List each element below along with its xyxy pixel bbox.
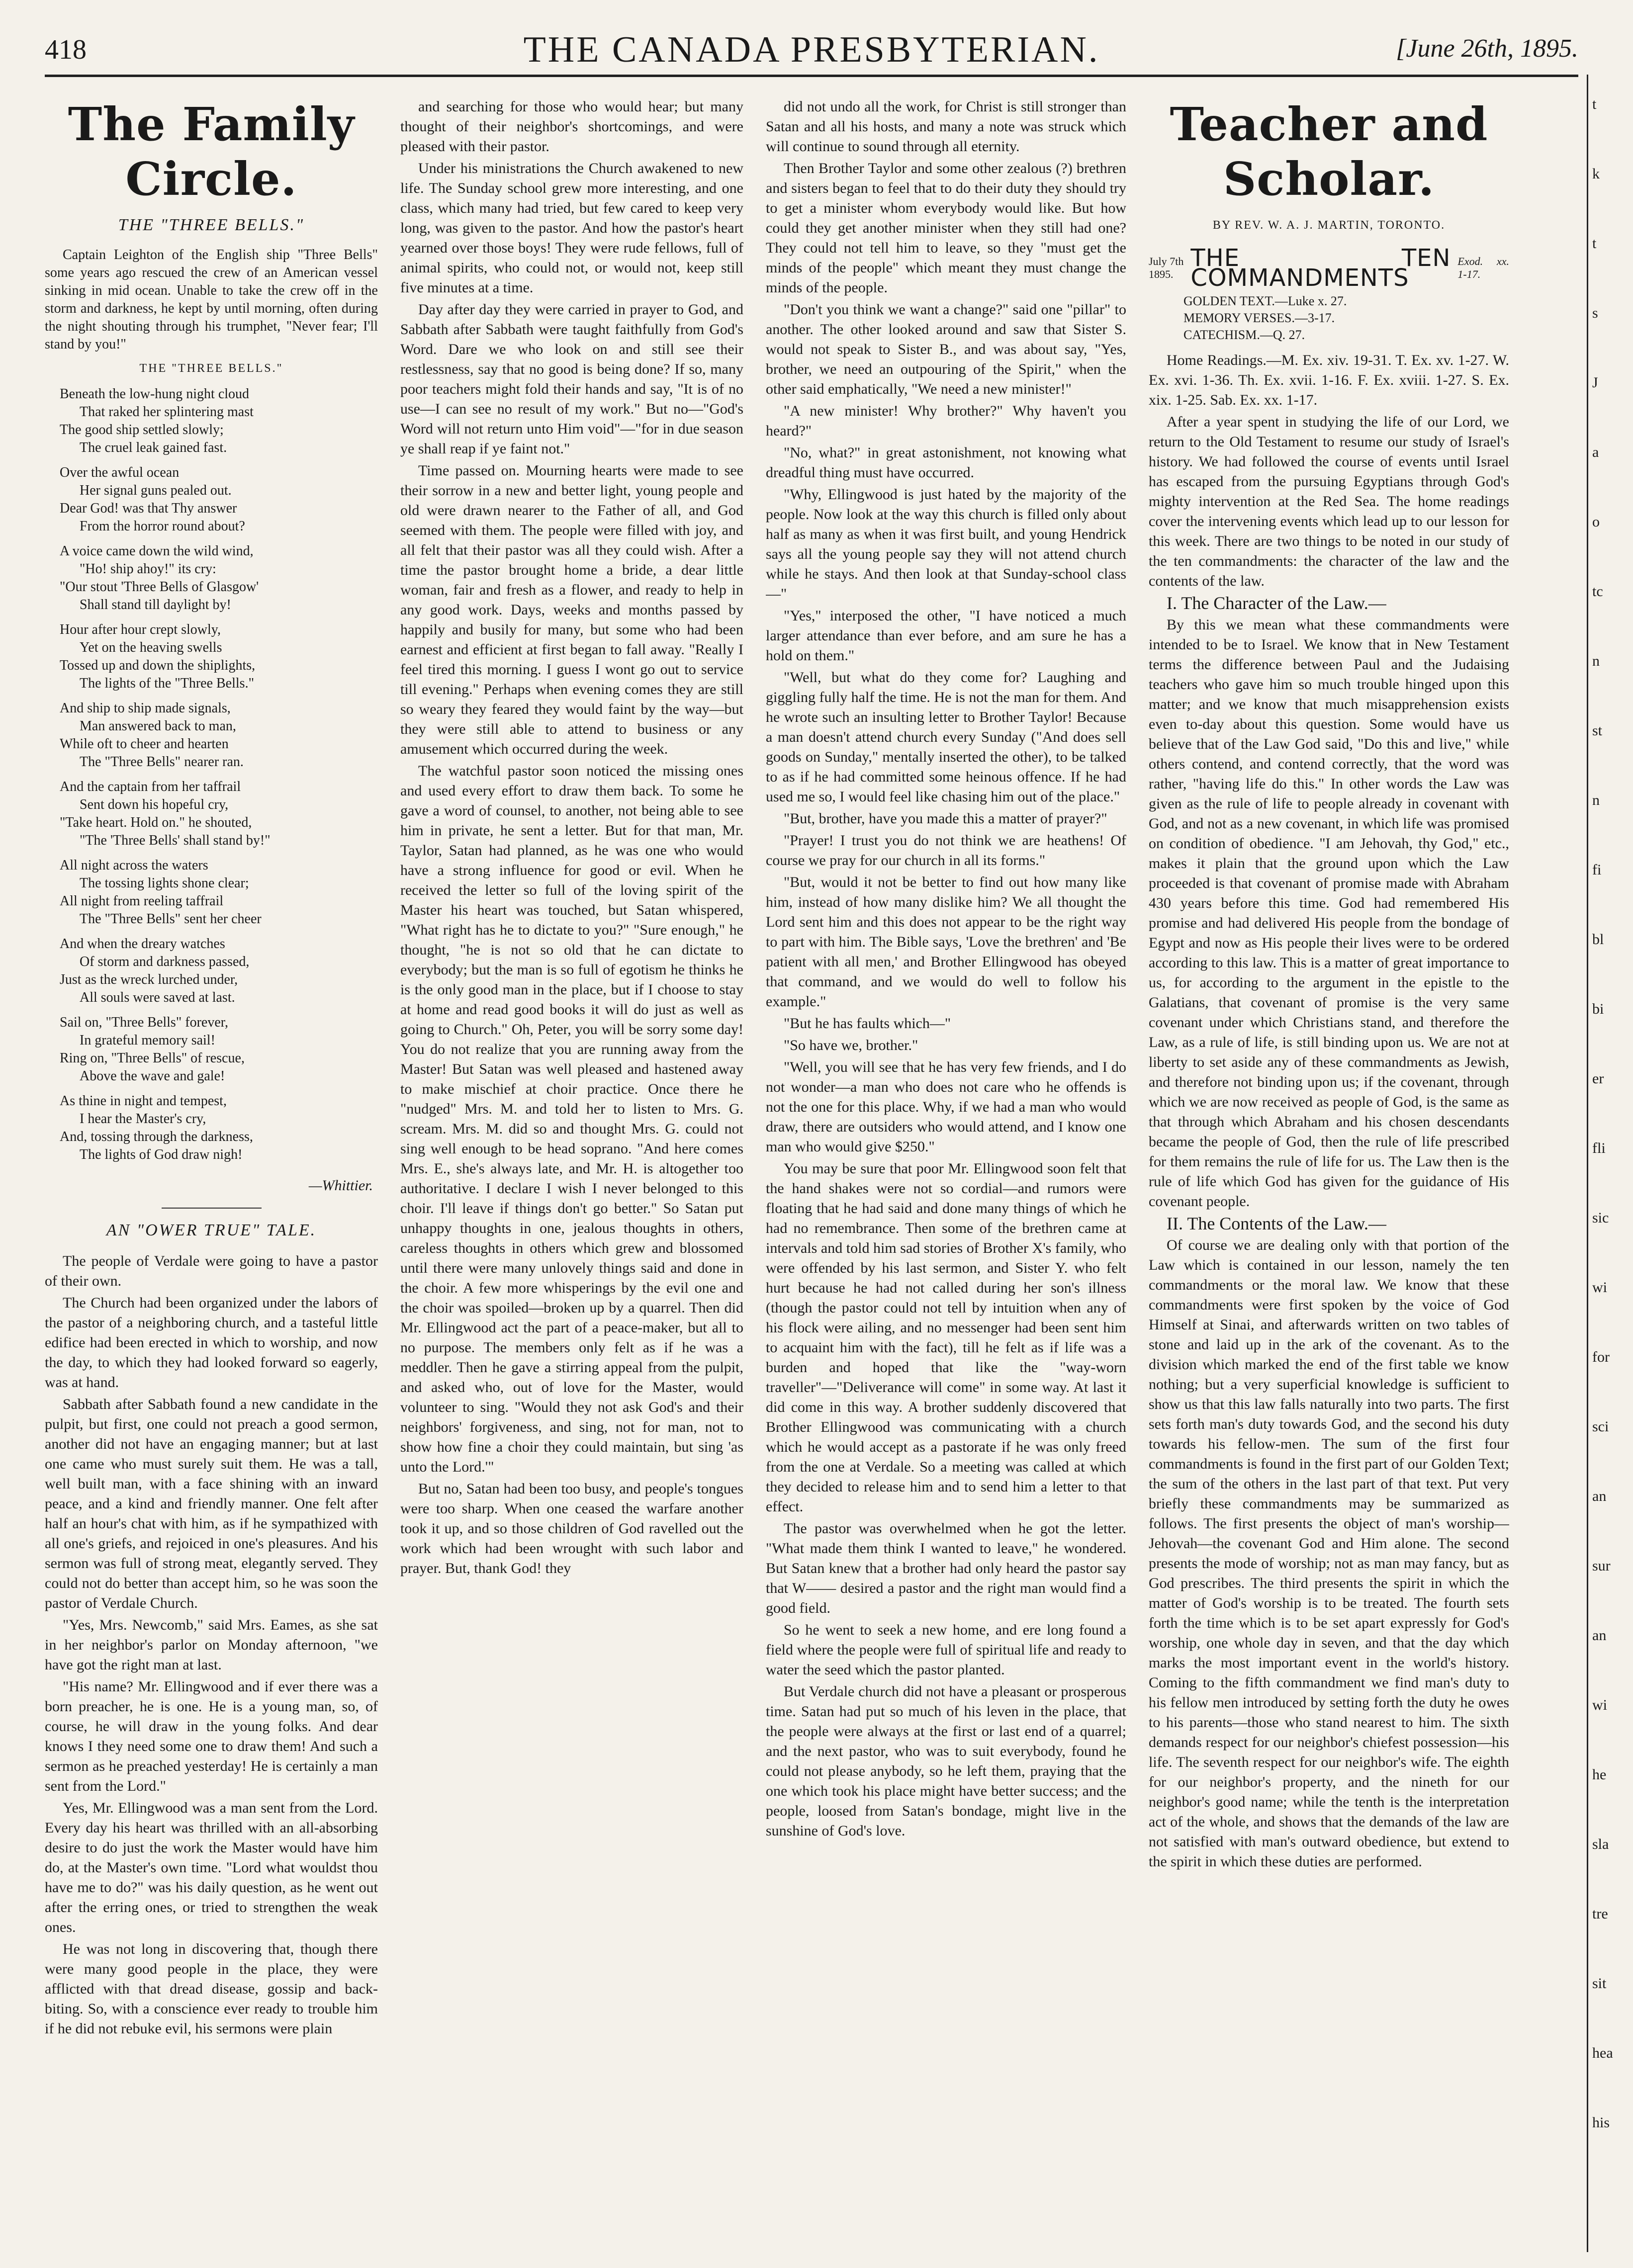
margin-fragment: o: [1592, 514, 1600, 530]
margin-fragment: fi: [1592, 862, 1602, 878]
poem-line: From the horror round about?: [80, 519, 245, 534]
story-paragraph: Sabbath after Sabbath found a new candidate in the pulpit, but first, one could not preach a good sermon, another did not have an engaging manner; but at last one came who must surely suit them. He was a tall, well built man, with a face shining with an inward peace, and a kind and friendly manner. One felt after half an hour's chat with him, as if he sympathized with all one's griefs, and rejoiced in one's pleasures. And his sermon was full of strong meat, elegantly served. They could not do better than accept him, so he was soon the pastor of Verdale Church.: [45, 1396, 378, 1611]
lesson-header: [1149, 244, 1509, 292]
story-paragraph: But no, Satan had been too busy, and people's tongues were too sharp. When one ceased the warfare another took it up, and so those children of God ravelled out the work which had been wrought with such labor and prayer. But, thank God! they: [400, 1481, 743, 1576]
section-2-body: Of course we are dealing only with that portion of the Law which is contained in our lesson, namely the ten commandments or the moral law. We know that these commandments were first spoken by the voice of God Himself at Sinai, and afterwards written on two tables of stone and laid up in the ark of the covenant. As to the division which marked the end of the first table we know nothing; but a very superficial knowledge is sufficient to show us that this law falls naturally into two parts. The first sets forth man's duty towards God, and the second his duty towards his fellow-men. The sum of the first four commandments is found in the first part of our Golden Text; the sum of the others in the last part of that text. Put very briefly these commandments may be summarized as follows. The first presents the object of man's worship—Jehovah—the covenant God and Him alone. The second presents the mode of worship; not as man may fancy, but as God prescribes. The third presents the spirit in which the matter of God's worship is to be treated. The fourth sets forth the time which is to be set apart expressly for God's worship, one whole day in seven, and that the day which marks the most important event in the world's history. Coming to the fifth commandment we find man's duty to his fellow men introduced by setting forth the duty he owes to his parents—those who stand nearest to him. The sixth demands respect for our neighbor's chiefest possession—his life. The seventh respect for our neighbor's wife. The eighth for our neighbor's property, and the nineth for our neighbor's good name; while the tenth is the interpretation act of the whole, and shows that the demands of the law are not satisfied with man's outward obedience, but extend to the spirit in which these duties are performed.: [1149, 1237, 1509, 1870]
poem: [60, 385, 378, 1164]
poem-line: The good ship settled slowly;: [60, 422, 224, 437]
story-paragraph: The watchful pastor soon noticed the missing ones and used every effort to draw them back. To some he gave a word of counsel, to another, not being able to see him in private, he sent a letter. But for that man, Mr. Taylor, Satan had planned, as he was one who would have a strong influence for good or evil. When he received the letter so full of the loving spirit of the Master his heart was touched, but Satan whispered, "What right has he to dictate to you?" "Sure enough," he thought, "he is not so old that he can dictate to everybody; but the man is so full of egotism he thinks he is the only good man in the place, but if I choose to stay at home and read good books it will do just as well as going to Church." Oh, Peter, you will be sorry some day! You do not realize that you are running away from the Master! But Satan was well pleased and hastened away to make mischief at choir practice. Once there he "nudged" Mrs. M. and told her to listen to Mrs. G. scream. Mrs. M. did so and thought Mrs. G. could not sing well enough to be head soprano. "And here comes Mrs. E., she's always late, and Mr. H. is altogether too authoritative. I declare I wish I never belonged to this choir. I'll leave if things don't go better." So Satan put unhappy thoughts in one, jealous thoughts in others, careless thoughts in others which grew and blossomed until there were many unlovely things said and done in the choir. A few more whisperings by the evil one and the choir was spoiled—broken up by a quarrel. Then did Mr. Ellingwood act the part of a peace-maker, but all to no purpose. The members only felt as if he was a meddler. Then he gave a stirring appeal from the pulpit, and asked who, out of love for the Master, would volunteer to sing. "Would they not ask God's and their neighbors' forgiveness, and sing, not for man, not to show how fine a choir they could maintain, but sing 'as unto the Lord.'": [400, 763, 743, 1475]
margin-fragment: tc: [1592, 583, 1603, 600]
margin-fragment: tre: [1592, 1906, 1608, 1922]
margin-fragment: t: [1592, 235, 1597, 252]
margin-fragment: an: [1592, 1488, 1607, 1504]
poem-stanza: [60, 464, 378, 535]
story-paragraph: He was not long in discovering that, though there were many good people in the place, they were afflicted with that dread disease, gossip and back-biting. So, with a conscience ever ready to trouble him if he did not rebuke evil, his sermons were plain: [45, 1941, 378, 2037]
poem-line: All souls were saved at last.: [80, 990, 235, 1005]
poem-line: And when the dreary watches: [60, 936, 225, 952]
margin-fragment: n: [1592, 653, 1600, 669]
story-paragraph: "Why, Ellingwood is just hated by the majority of the people. Now look at the way this church is filled only about half as many as when it was first built, and young Hendrick says all the young people say they will not attend church while he stays. And then look at that Sunday-school class—": [766, 486, 1126, 602]
poem-line: Dear God! was that Thy answer: [60, 501, 237, 516]
margin-fragment: sit: [1592, 1975, 1607, 1992]
poem-line: In grateful memory sail!: [80, 1033, 215, 1048]
margin-fragment: hea: [1592, 2045, 1613, 2061]
poem-stanza: [60, 778, 378, 850]
poem-line: The tossing lights shone clear;: [80, 875, 249, 891]
poem-stanza: [60, 385, 378, 457]
poem-stanza: [60, 935, 378, 1007]
poem-intro: Captain Leighton of the English ship "Three Bells" some years ago rescued the crew of an American vessel sinking in mid ocean. Unable to take the crew off in the storm and darkness, he kept by until morning, often during the night shouting through his trumphet, "Never fear; I'll stand by you!": [45, 247, 378, 352]
poem-line: Sent down his hopeful cry,: [80, 797, 229, 812]
poem-line: The lights of God draw nigh!: [80, 1147, 243, 1162]
poem-line: Beneath the low-hung night cloud: [60, 386, 250, 402]
teacher-scholar-heading: Teacher and Scholar.: [1170, 97, 1488, 206]
story-paragraph: "No, what?" in great astonishment, not knowing what dreadful thing must have occurred.: [766, 444, 1126, 481]
margin-fragment: for: [1592, 1349, 1610, 1365]
catechism: CATECHISM.—Q. 27.: [1183, 328, 1305, 342]
story-paragraph: The pastor was overwhelmed when he got the letter. "What made them think I wanted to leave," he wondered. But Satan knew that a brother had only heard the pastor say that W—— desired a pastor and the right man would find a good field.: [766, 1520, 1126, 1616]
poem-heading: THE "THREE BELLS.": [139, 362, 283, 375]
story-paragraph: The people of Verdale were going to have a pastor of their own.: [45, 1253, 378, 1289]
poem-line: "Ho! ship ahoy!" its cry:: [80, 561, 216, 577]
page-number: 418: [45, 34, 87, 65]
poem-line: And, tossing through the darkness,: [60, 1129, 253, 1144]
poem-line: Man answered back to man,: [80, 718, 236, 734]
poem-line: Over the awful ocean: [60, 465, 180, 480]
poem-stanza: [60, 1014, 378, 1085]
lesson-reference: Exod. xx. 1-17.: [1457, 255, 1509, 280]
poem-line: Ring on, "Three Bells" of rescue,: [60, 1050, 245, 1066]
poem-line: That raked her splintering mast: [80, 404, 254, 420]
poem-line: Her signal guns pealed out.: [80, 483, 232, 498]
margin-fragment: sur: [1592, 1558, 1611, 1574]
column-1: [45, 97, 378, 2235]
poem-line: All night from reeling taffrail: [60, 893, 224, 909]
story-paragraph: "Yes, Mrs. Newcomb," said Mrs. Eames, as she sat in her neighbor's parlor on Monday afternoon, "we have got the right man at last.: [45, 1617, 378, 1673]
poem-line: Tossed up and down the shiplights,: [60, 658, 256, 673]
story-paragraph: "Don't you think we want a change?" said one "pillar" to another. The other looked around and saw that Sister S. would not speak to Sister B., and was about say, "Yes, brother, we need an outpouring of the Spirit," when the other said emphatically, "We need a new minister!": [766, 301, 1126, 397]
lesson-title: THE TEN COMMANDMENTS: [1190, 244, 1451, 292]
story-title: AN "OWER TRUE" TALE.: [106, 1221, 317, 1239]
margin-fragment: fli: [1592, 1140, 1606, 1156]
poem-line: The "Three Bells" nearer ran.: [80, 754, 244, 770]
story-paragraph: "Well, but what do they come for? Laughing and giggling fully half the time. He is not the man for them. And he wrote such an insulting letter to Brother Taylor! Because a man doesn't attend church every Sunday ("And does sell goods on Sunday," mentally inserted the other), to be talked to as if he had committed some heinous offence. If he had used me so, I would feel like chasing him out of the place.": [766, 669, 1126, 805]
memory-verses: MEMORY VERSES.—3-17.: [1183, 311, 1335, 325]
margin-fragment: a: [1592, 444, 1599, 460]
byline: BY REV. W. A. J. MARTIN, TORONTO.: [1212, 219, 1446, 232]
margin-fragment: bi: [1592, 1001, 1604, 1017]
margin-fragment: wi: [1592, 1697, 1607, 1713]
column-3: [766, 97, 1126, 2235]
poem-line: And ship to ship made signals,: [60, 700, 231, 716]
poem-line: Of storm and darkness passed,: [80, 954, 250, 969]
story-paragraph: "Well, you will see that he has very few friends, and I do not wonder—a man who does not care who he offends is not the one for this place. Why, if we had a man who would draw, there are outsiders who would attend, and I know one man who would give $250.": [766, 1059, 1126, 1155]
story-column-1: [45, 1251, 378, 2039]
poem-attribution: —Whittier.: [308, 1177, 373, 1194]
poem-line: Just as the wreck lurched under,: [60, 972, 238, 987]
margin-fragment: t: [1592, 96, 1597, 112]
story-paragraph: "But, would it not be better to find out how many like him, instead of how many dislike him? We all thought the Lord sent him and this does not appear to be the right way to part with him. The Bible says, 'Love the brethren' and 'Be patient with all men,' and Brother Ellingwood has obeyed that command, and we would do well to follow his example.": [766, 874, 1126, 1010]
poem-line: Yet on the heaving swells: [80, 640, 222, 655]
story-paragraph: "But he has faults which—": [784, 1015, 951, 1032]
home-readings: Home Readings.—M. Ex. xiv. 19-31. T. Ex. xv. 1-27. W. Ex. xvi. 1-36. Th. Ex. xvii. 1-16. F. Ex. xviii. 1-27. S. Ex. xix. 1-25. Sab. Ex. xx. 1-17.: [1149, 352, 1509, 408]
margin-fragment: J: [1592, 374, 1598, 391]
margin-fragment: bl: [1592, 931, 1604, 948]
poem-line: Hour after hour crept slowly,: [60, 622, 221, 637]
story-paragraph: So he went to seek a new home, and ere long found a field where the people were full of spiritual life and ready to water the seed which the pastor planted.: [766, 1622, 1126, 1678]
margin-fragment: sic: [1592, 1210, 1609, 1226]
section-2-title: II. The Contents of the Law.—: [1167, 1214, 1386, 1233]
story-paragraph: Day after day they were carried in prayer to God, and Sabbath after Sabbath were taught faithfully from God's Word. Dare we who look on and still see their restlessness, say that no good is being done? If so, many poor teachers might fold their hands and say, "It is of no use—I can see no result of my work." But no—"God's Word will not return unto Him void"—"for in due season ye shall reap if ye faint not.": [400, 301, 743, 457]
columns: [45, 97, 1578, 2235]
story-paragraph: Yes, Mr. Ellingwood was a man sent from the Lord. Every day his heart was thrilled with an all-absorbing desire to do just the work the Master would have him do, at the Master's own time. "Lord what wouldst thou have me to do?" was his daily question, as he went out after the erring ones, or tried to strengthen the weak ones.: [45, 1800, 378, 1935]
lesson-date: July 7th 1895.: [1149, 255, 1184, 280]
margin-fragment: er: [1592, 1070, 1604, 1087]
story-paragraph: Time passed on. Mourning hearts were made to see their sorrow in a new and better light, young people and old were drawn nearer to the Father of all, and God seemed with them. The people were filled with joy, and all felt that their pastor was all they could wish. After a time the pastor brought home a bride, a dear little woman, fair and fresh as a flower, and ready to help in any good work. Days, weeks and months passed by happily and busily for many, but some who had been earnest and efficient at first began to fall away. "Really I feel tired this morning. I guess I wont go out to service till evening." Perhaps when evening comes they are still so weary they feared they would faint by the way—but they were still able to attend to business or any amusement which occurred during the week.: [400, 462, 743, 757]
story-paragraph: But Verdale church did not have a pleasant or prosperous time. Satan had put so much of his leven in the place, that the people were always at the first or last end of a quarrel; and the next pastor, who was to suit everybody, found he could not please anybody, so he left them, praying that the one which took his place might have better success; and the people, loosed from Satan's bondage, might live in the sunshine of God's love.: [766, 1683, 1126, 1839]
margin-fragment: his: [1592, 2114, 1610, 2131]
divider: [162, 1208, 262, 1209]
margin-fragment: wi: [1592, 1279, 1607, 1296]
margin-fragment: sla: [1592, 1836, 1609, 1852]
section-1-body: By this we mean what these commandments were intended to be to Israel. We know that in New Testament terms the difference between Paul and the Judaising teachers who gave him so much trouble hinged upon this matter; and we know that much misapprehension exists even to-day about this question. Some would have us believe that of the Law God said, "Do this and live," while others contend, and contend correctly, that the word was rather, "having life do this." In other words the Law was given as the rule of life to people already in covenant with God, and not as a new covenant, in which life was promised on condition of obedience. "I am Jehovah, thy God," etc., makes it plain that the ground upon which the Law proceeded is that covenant of promise made with Abraham 430 years before this time. God had remembered His promise and had delivered His people from the bondage of Egypt and now as His people their lives were to be ordered according to this law. This is a matter of great importance to us, for according to the argument in the epistle to the Galatians, that covenant of promise is the very same covenant under which Christians stand, and therefore the Law, as a rule of life, is still binding upon us. We are not at liberty to set aside any of these commandments as Jewish, and therefore not binding upon us; if the covenant, through which we are now received as people of God, is the same as that through which Abraham and his chosen descendants became the people of God, then the rule of life prescribed for them remains the rule of life for us. The Law then is the rule of life which God has given for the guidance of His covenant people.: [1149, 616, 1509, 1210]
lesson-intro: After a year spent in studying the life of our Lord, we return to the Old Testament to resume our study of Israel's history. We had followed the course of events until Israel has escaped from the pursuing Egyptians through God's mighty intervention at the Red Sea. The home readings cover the intervening events which lead up to our lesson for this week. There are two things to be noted in our study of the ten commandments: the character of the law and the contents of the law.: [1149, 414, 1509, 589]
poem-line: The lights of the "Three Bells.": [80, 676, 254, 691]
poem-stanza: [60, 1092, 378, 1164]
margin-fragment: st: [1592, 722, 1603, 739]
poem-line: Sail on, "Three Bells" forever,: [60, 1015, 228, 1030]
poem-line: While oft to cheer and hearten: [60, 736, 229, 752]
poem-line: Shall stand till daylight by!: [80, 597, 231, 612]
poem-line: And the captain from her taffrail: [60, 779, 241, 794]
story-paragraph: "His name? Mr. Ellingwood and if ever there was a born preacher, he is one. He is a young man, so, of course, he will draw in the young folks. And dear knows I they need some one to draw them! And such a sermon as he preached yesterday! He is certainly a man sent from the Lord.": [45, 1678, 378, 1794]
poem-line: The cruel leak gained fast.: [80, 440, 227, 455]
story-paragraph: "Yes," interposed the other, "I have noticed a much larger attendance than ever before, and am sure he has a hold on them.": [766, 608, 1126, 664]
story-paragraph: The Church had been organized under the labors of the pastor of a neighboring church, and a tasteful little edifice had been erected in which to worship, and now the day, to which they had looked forward so eagerly, was at hand.: [45, 1295, 378, 1391]
issue-date: [June 26th, 1895.: [1396, 34, 1578, 63]
margin-fragment: he: [1592, 1766, 1607, 1783]
golden-text: GOLDEN TEXT.—Luke x. 27.: [1183, 294, 1347, 308]
margin-fragment: n: [1592, 792, 1600, 808]
poem-line: "Our stout 'Three Bells of Glasgow': [60, 579, 259, 595]
story-paragraph: "So have we, brother.": [784, 1037, 918, 1053]
poem-stanza: [60, 699, 378, 771]
story-paragraph: "Prayer! I trust you do not think we are heathens! Of course we pray for our church in all its forms.": [766, 832, 1126, 869]
poem-line: All night across the waters: [60, 858, 208, 873]
story-paragraph: and searching for those who would hear; but many thought of their neighbor's shortcomings, and were pleased with their pastor.: [400, 98, 743, 155]
poem-line: The "Three Bells" sent her cheer: [80, 911, 262, 927]
poem-line: A voice came down the wild wind,: [60, 543, 254, 559]
margin-fragment: k: [1592, 166, 1600, 182]
adjacent-page-fragments: [1587, 75, 1618, 2252]
column-4: [1149, 97, 1509, 2235]
masthead: [45, 20, 1578, 77]
poem-line: I hear the Master's cry,: [80, 1111, 206, 1127]
margin-fragment: s: [1592, 305, 1598, 321]
poem-title: THE "THREE BELLS.": [118, 216, 305, 234]
poem-stanza: [60, 857, 378, 928]
poem-line: Above the wave and gale!: [80, 1068, 225, 1084]
column-2: [400, 97, 743, 2235]
story-paragraph: did not undo all the work, for Christ is still stronger than Satan and all his hosts, and many a note was struck which will continue to sound through all eternity.: [766, 98, 1126, 155]
story-paragraph: Under his ministrations the Church awakened to new life. The Sunday school grew more interesting, and one class, which many had tried, but few cared to keep very long, was given to the pastor. And how the pastor's heart yearned over those boys! They were rude fellows, full of animal spirits, who could not, or would not, keep still five minutes at a time.: [400, 160, 743, 296]
story-paragraph: "But, brother, have you made this a matter of prayer?": [784, 810, 1107, 827]
story-paragraph: You may be sure that poor Mr. Ellingwood soon felt that the hand shakes were not so cordial—and rumors were floating that he had said and done many things of which he had no remembrance. Then some of the brethren came at intervals and told him sad stories of Brother X's family, who were offended by his last sermon, and Sister Y. who felt hurt because he had not called during her son's illness (though the pastor could not tell by intuition when any of his flock were ailing, and no messenger had been sent him to acquaint him with the fact), till he felt as if life was a burden and hoped that like the "way-worn traveller"—"Deliverance will come" in some way. At last it did come in this way. A brother suddenly discovered that Brother Ellingwood was communicating with a church which he would accept as a pastorate if he was only freed from the one at Verdale. So a meeting was called at which they decided to release him and to send him a letter to that effect.: [766, 1160, 1126, 1515]
margin-fragment: sci: [1592, 1418, 1609, 1435]
story-paragraph: Then Brother Taylor and some other zealous (?) brethren and sisters began to feel that to do their duty they should try to get a minister whom everybody would like. But how could they get another minister when they still had one? They could not tell him to leave, so they "must get the minds of the people" which meant they must change the minds of the people.: [766, 160, 1126, 296]
family-circle-heading: The Family Circle.: [68, 97, 355, 206]
section-1-title: I. The Character of the Law.—: [1167, 593, 1386, 613]
story-paragraph: "A new minister! Why brother?" Why haven't you heard?": [766, 403, 1126, 439]
poem-line: "Take heart. Hold on." he shouted,: [60, 815, 252, 830]
poem-stanza: [60, 621, 378, 693]
poem-line: As thine in night and tempest,: [60, 1093, 227, 1109]
margin-fragment: an: [1592, 1627, 1607, 1644]
paper-title: THE CANADA PRESBYTERIAN.: [523, 29, 1100, 70]
poem-stanza: [60, 542, 378, 614]
poem-line: "The 'Three Bells' shall stand by!": [80, 833, 271, 848]
